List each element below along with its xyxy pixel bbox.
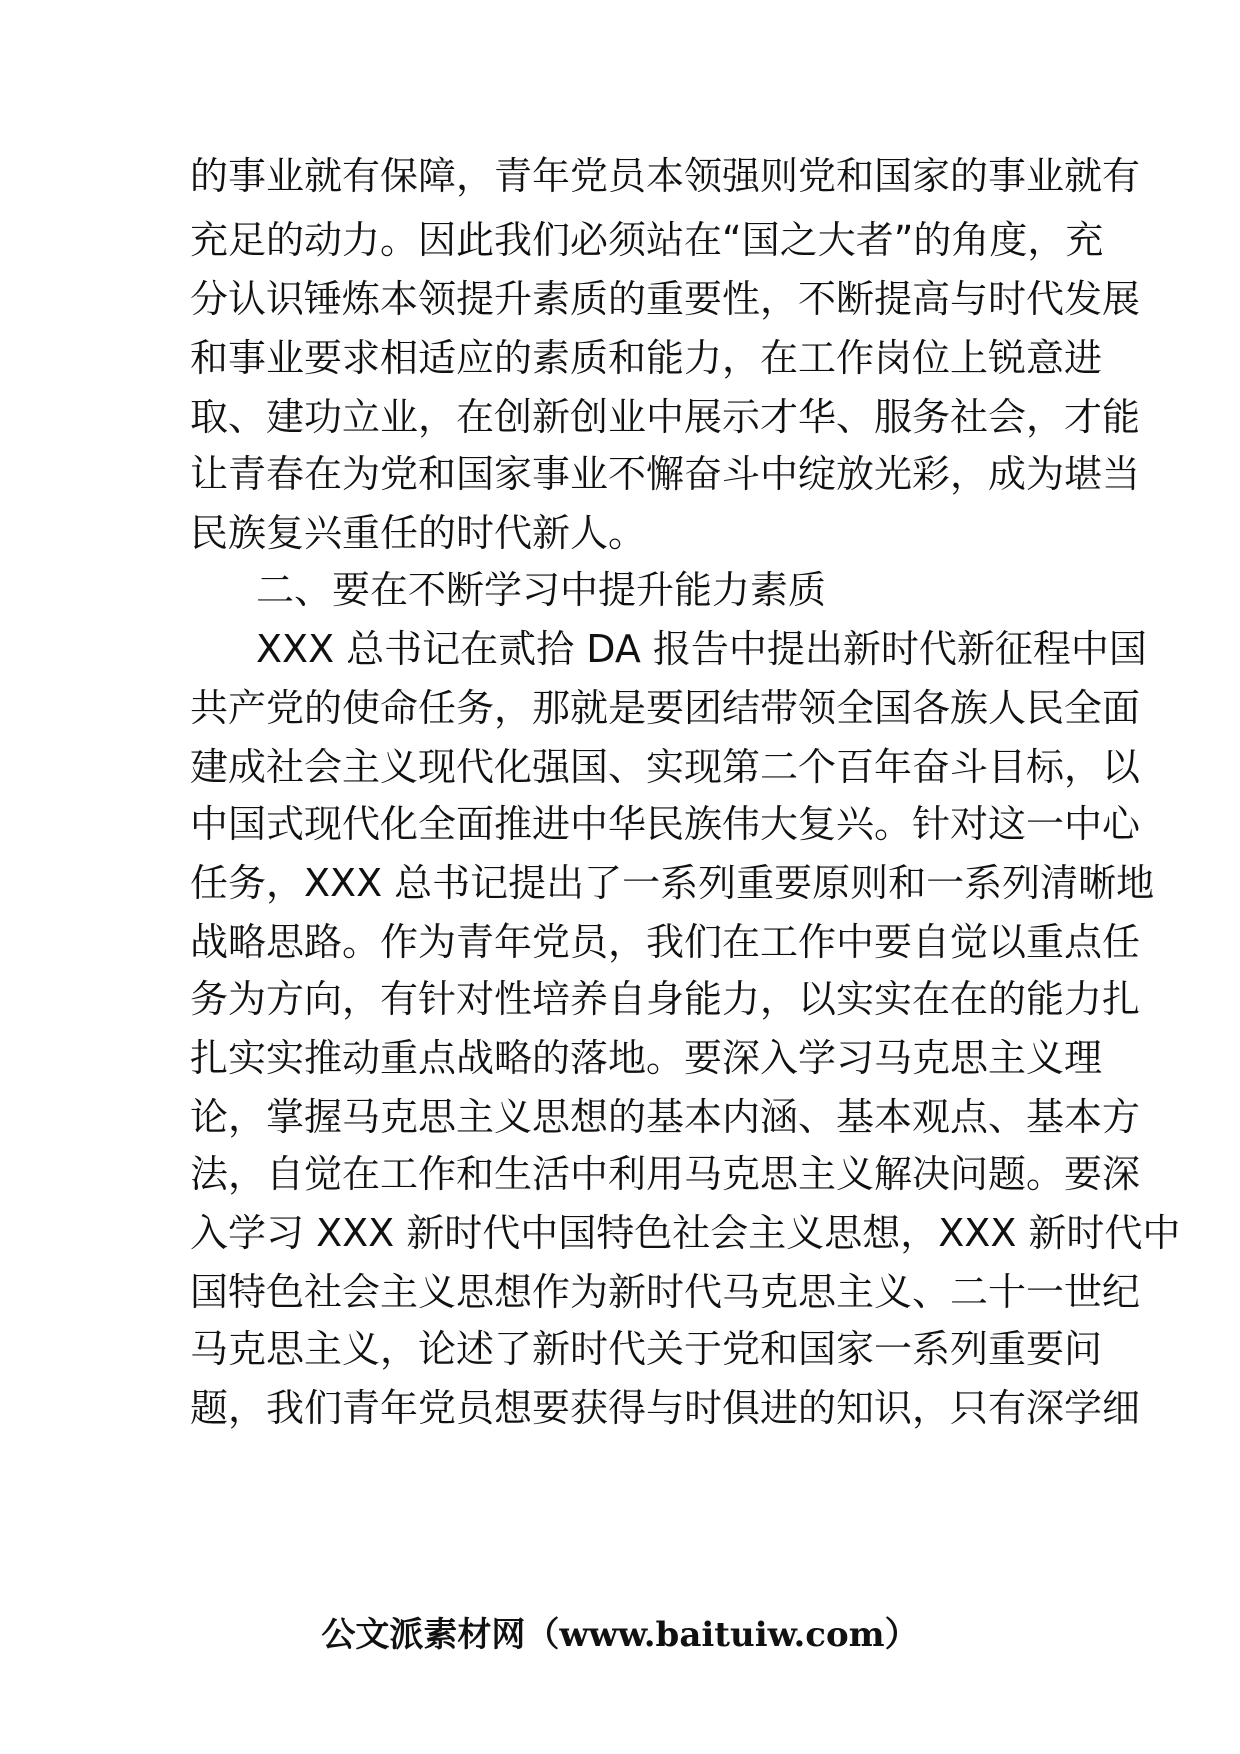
footer-source: 公文派素材网（www.baituiw.com）	[321, 1615, 919, 1655]
paragraph-line: 法，自觉在工作和生活中利用马克思主义解决问题。要深	[190, 1152, 1141, 1196]
section-heading: 二、要在不断学习中提升能力素质	[256, 568, 827, 612]
paragraph-line: 国特色社会主义思想作为新时代马克思主义、二十一世纪	[190, 1270, 1141, 1314]
paragraph-line: 扎实实推动重点战略的落地。要深入学习马克思主义理	[190, 1036, 1103, 1080]
paragraph-line: 战略思路。作为青年党员，我们在工作中要自觉以重点任	[190, 920, 1141, 964]
paragraph-line: 充足的动力。因此我们必须站在“国之大者”的角度，充	[190, 218, 1104, 262]
paragraph-line: 分认识锤炼本领提升素质的重要性，不断提高与时代发展	[190, 277, 1141, 321]
paragraph-line: 入学习 XXX 新时代中国特色社会主义思想，XXX 新时代中	[190, 1211, 1181, 1255]
paragraph-line: 共产党的使命任务，那就是要团结带领全国各族人民全面	[190, 686, 1141, 730]
paragraph-line: 让青春在为党和国家事业不懈奋斗中绽放光彩，成为堪当	[190, 452, 1141, 496]
paragraph-line: 建成社会主义现代化强国、实现第二个百年奋斗目标，以	[190, 745, 1141, 789]
paragraph-line: 取、建功立业，在创新创业中展示才华、服务社会，才能	[190, 395, 1141, 439]
paragraph-line: XXX 总书记在贰拾 DA 报告中提出新时代新征程中国	[256, 627, 1147, 671]
paragraph-line: 题，我们青年党员想要获得与时俱进的知识，只有深学细	[190, 1386, 1141, 1430]
paragraph-line: 和事业要求相适应的素质和能力，在工作岗位上锐意进	[190, 336, 1103, 380]
paragraph-line: 马克思主义，论述了新时代关于党和国家一系列重要问	[190, 1327, 1103, 1371]
paragraph-line: 论，掌握马克思主义思想的基本内涵、基本观点、基本方	[190, 1095, 1141, 1139]
paragraph-line: 民族复兴重任的时代新人。	[190, 511, 647, 555]
paragraph-line: 务为方向，有针对性培养自身能力，以实实在在的能力扎	[190, 977, 1141, 1021]
paragraph-line: 任务，XXX 总书记提出了一系列重要原则和一系列清晰地	[190, 861, 1155, 905]
paragraph-line: 中国式现代化全面推进中华民族伟大复兴。针对这一中心	[190, 802, 1141, 846]
paragraph-line: 的事业就有保障，青年党员本领强则党和国家的事业就有	[190, 154, 1141, 198]
